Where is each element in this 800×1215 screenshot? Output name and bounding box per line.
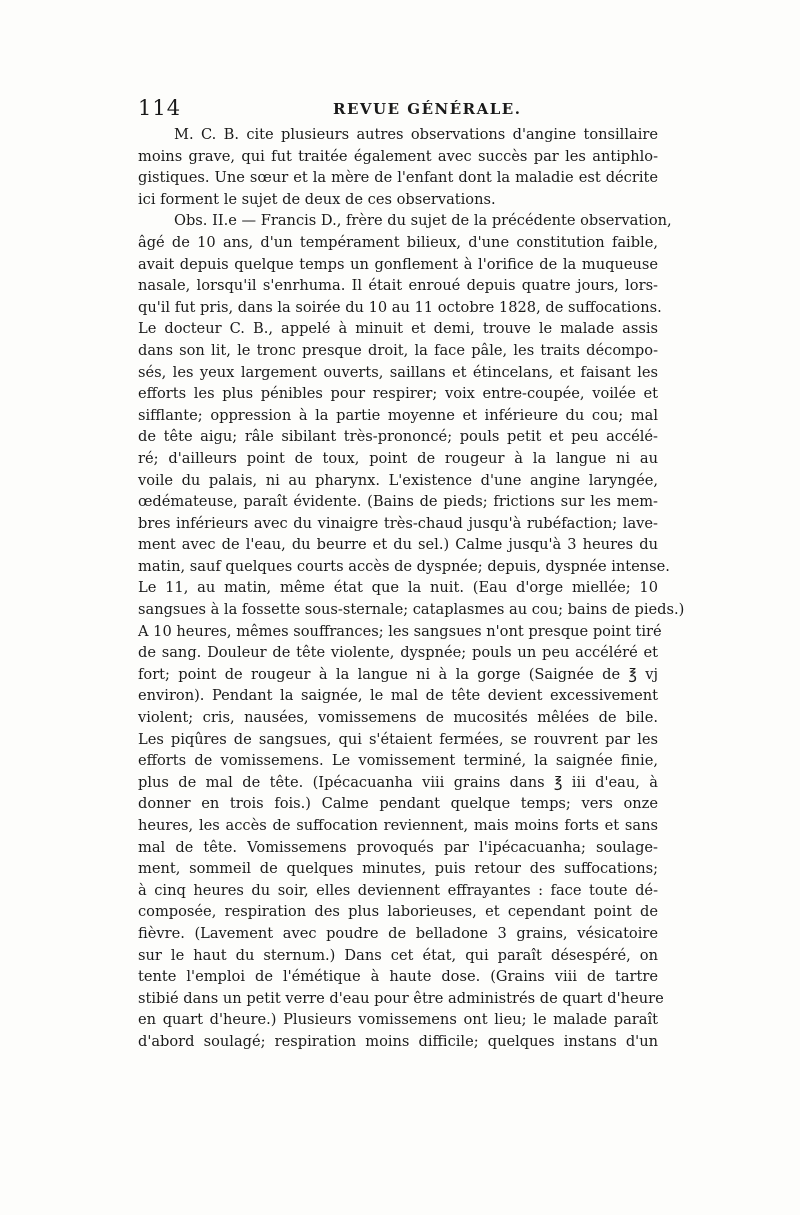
text-line: sifflante; oppression à la partie moyenne et inférieure du cou; mal xyxy=(138,406,658,424)
text-line: composée, respiration des plus laborieuses, et cependant point de xyxy=(138,903,658,921)
text-line: mal de tête. Vomissemens provoqués par l'ipécacuanha; soulage- xyxy=(138,838,658,856)
text-line: sur le haut du sternum.) Dans cet état, qui paraît désespéré, on xyxy=(138,946,658,964)
body-text xyxy=(138,124,685,1053)
text-line: de tête aigu; râle sibilant très-prononcé; pouls petit et peu accélé- xyxy=(138,428,658,446)
running-head: REVUE GÉNÉRALE. xyxy=(333,100,522,118)
text-line: fort; point de rougeur à la langue ni à la gorge (Saignée de ℥ vj xyxy=(138,665,658,683)
text-line: violent; cris, nausées, vomissemens de mucosités mêlées de bile. xyxy=(138,709,658,727)
page-header xyxy=(138,96,658,120)
text-line: moins grave, qui fut traitée également avec succès par les antiphlo- xyxy=(138,147,658,165)
text-line: de sang. Douleur de tête violente, dyspnée; pouls un peu accéléré et xyxy=(138,644,658,662)
text-line: voile du palais, ni au pharynx. L'existence d'une angine laryngée, xyxy=(138,471,658,489)
text-line: Le docteur C. B., appelé à minuit et demi, trouve le malade assis xyxy=(138,320,658,338)
text-line: qu'il fut pris, dans la soirée du 10 au 11 octobre 1828, de suffocations. xyxy=(138,298,662,316)
text-line: fièvre. (Lavement avec poudre de belladone 3 grains, vésicatoire xyxy=(138,924,658,942)
text-line: Le 11, au matin, même état que la nuit. (Eau d'orge miellée; 10 xyxy=(138,579,658,597)
text-line: en quart d'heure.) Plusieurs vomissemens ont lieu; le malade paraît xyxy=(138,1011,658,1029)
text-line: ment, sommeil de quelques minutes, puis retour des suffocations; xyxy=(138,860,658,878)
page-number: 114 xyxy=(138,96,182,120)
text-line: heures, les accès de suffocation reviennent, mais moins forts et sans xyxy=(138,817,658,834)
text-line: ré; d'ailleurs point de toux, point de rougeur à la langue ni au xyxy=(138,449,658,467)
text-line: donner en trois fois.) Calme pendant quelque temps; vers onze xyxy=(138,795,658,813)
text-line: ici forment le sujet de deux de ces observations. xyxy=(138,190,496,208)
text-line: sangsues à la fossette sous-sternale; cataplasmes au cou; bains de pieds.) xyxy=(138,601,685,619)
text-line: matin, sauf quelques courts accès de dyspnée; depuis, dyspnée intense. xyxy=(138,557,670,575)
text-line: gistiques. Une sœur et la mère de l'enfant dont la maladie est décrite xyxy=(138,169,658,187)
text-line: tente l'emploi de l'émétique à haute dose. (Grains viii de tartre xyxy=(138,968,658,986)
text-line: efforts de vomissemens. Le vomissement terminé, la saignée finie, xyxy=(138,752,658,770)
text-line: âgé de 10 ans, d'un tempérament bilieux, d'une constitution faible, xyxy=(138,233,658,251)
text-line: à cinq heures du soir, elles deviennent effrayantes : face toute dé- xyxy=(138,881,658,899)
text-line: ment avec de l'eau, du beurre et du sel.) Calme jusqu'à 3 heures du xyxy=(138,536,658,554)
text-line: avait depuis quelque temps un gonflement à l'orifice de la muqueuse xyxy=(138,255,658,273)
text-line: sés, les yeux largement ouverts, saillans et étincelans, et faisant les xyxy=(138,363,658,381)
text-line: Les piqûres de sangsues, qui s'étaient fermées, se rouvrent par les xyxy=(138,730,658,748)
text-line: dans son lit, le tronc presque droit, la face pâle, les traits décompo- xyxy=(138,341,658,359)
text-line: efforts les plus pénibles pour respirer; voix entre-coupée, voilée et xyxy=(138,385,658,403)
text-line: d'abord soulagé; respiration moins difficile; quelques instans d'un xyxy=(138,1032,658,1050)
text-line: Obs. II.e — Francis D., frère du sujet de la précédente observation, xyxy=(174,212,672,230)
text-line: M. C. B. cite plusieurs autres observations d'angine tonsillaire xyxy=(174,126,658,143)
text-line: plus de mal de tête. (Ipécacuanha viii grains dans ℥ iii d'eau, à xyxy=(138,773,658,791)
text-line: A 10 heures, mêmes souffrances; les sangsues n'ont presque point tiré xyxy=(138,622,662,640)
text-line: nasale, lorsqu'il s'enrhuma. Il était enroué depuis quatre jours, lors- xyxy=(138,277,658,295)
text-line: environ). Pendant la saignée, le mal de tête devient excessivement xyxy=(138,687,658,705)
text-line: bres inférieurs avec du vinaigre très-chaud jusqu'à rubéfaction; lave- xyxy=(138,514,658,532)
text-line: œdémateuse, paraît évidente. (Bains de pieds; frictions sur les mem- xyxy=(138,493,658,511)
text-line: stibié dans un petit verre d'eau pour être administrés de quart d'heure xyxy=(138,989,664,1007)
